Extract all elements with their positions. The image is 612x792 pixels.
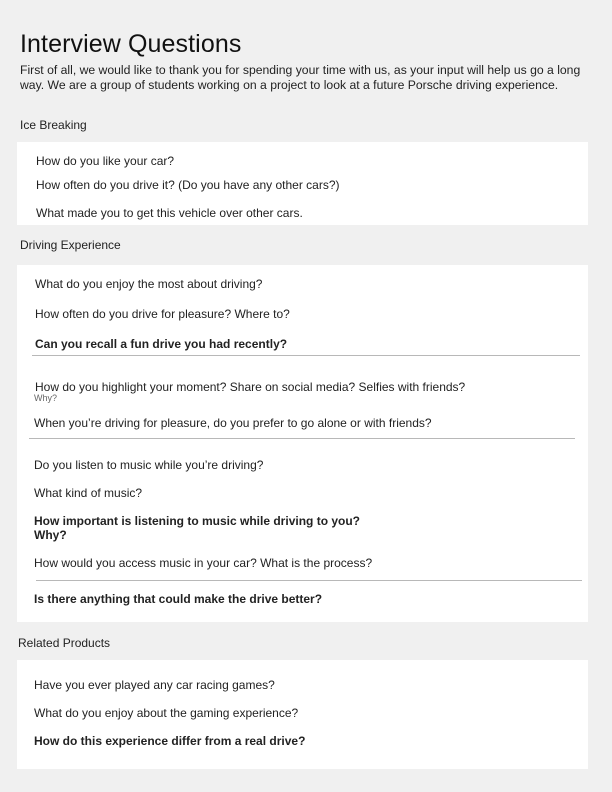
section-divider: [29, 438, 575, 439]
question-item: Do you listen to music while you’re driving?: [34, 458, 264, 472]
section-label-related-products: Related Products: [18, 636, 111, 650]
question-item-emphasis: How important is listening to music while driving to you?: [34, 514, 361, 528]
ice-breaking-card: [17, 142, 588, 225]
question-item-emphasis: How do this experience differ from a real drive?: [34, 734, 306, 748]
section-label-ice-breaking: Ice Breaking: [20, 118, 87, 132]
section-label-driving-experience: Driving Experience: [20, 238, 121, 252]
question-item: How often do you drive for pleasure? Where to?: [35, 307, 290, 321]
question-item: How do you like your car?: [36, 154, 175, 168]
question-item: What made you to get this vehicle over other cars.: [36, 206, 303, 220]
question-item-emphasis: Why?: [34, 528, 67, 542]
question-item: Have you ever played any car racing games?: [34, 678, 275, 692]
intro-paragraph: First of all, we would like to thank you for spending your time with us, as your input will help us go a long way. We are a group of students working on a project to look at a future Porsche driving experience.: [20, 63, 581, 92]
question-item-emphasis: Is there anything that could make the drive better?: [34, 592, 323, 606]
related-products-card: [17, 660, 588, 769]
question-item: What do you enjoy about the gaming experience?: [34, 706, 299, 720]
question-item: How often do you drive it? (Do you have any other cars?): [36, 178, 340, 192]
question-item: When you’re driving for pleasure, do you prefer to go alone or with friends?: [34, 416, 432, 430]
question-item: How do you highlight your moment? Share on social media? Selfies with friends?: [35, 380, 466, 394]
section-divider: [36, 580, 582, 581]
question-item: What kind of music?: [34, 486, 143, 500]
page-title: Interview Questions: [20, 30, 242, 58]
question-item: What do you enjoy the most about driving?: [35, 277, 263, 291]
question-item: How would you access music in your car? What is the process?: [34, 556, 373, 570]
section-divider: [32, 355, 580, 356]
question-note: Why?: [34, 393, 58, 403]
question-item-emphasis: Can you recall a fun drive you had recently?: [35, 337, 288, 351]
driving-experience-card: [17, 265, 588, 622]
